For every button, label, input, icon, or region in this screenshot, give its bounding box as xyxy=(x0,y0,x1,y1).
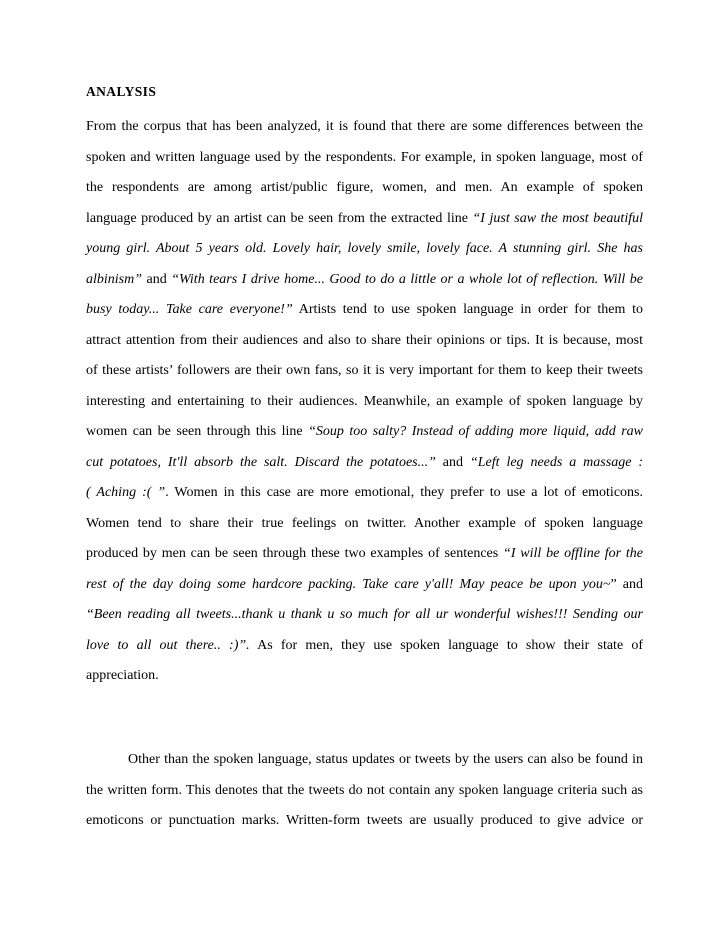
quoted-tweet-text: “Left leg needs a massage : xyxy=(469,454,643,470)
quoted-tweet-text: “With tears I drive home... Good to do a little or a whole lot of reflection. Will be xyxy=(171,271,643,287)
text-line xyxy=(86,781,643,812)
text-segment: the respondents are among artist/public figure, women, and men. An example of spoken xyxy=(86,180,643,195)
paragraph-1 xyxy=(86,117,643,697)
text-line xyxy=(86,514,643,545)
text-line xyxy=(86,331,643,362)
quoted-tweet-text: albinism” xyxy=(86,271,143,287)
text-segment: language produced by an artist can be seen from the extracted line xyxy=(86,210,473,226)
text-segment: the written form. This denotes that the tweets do not contain any spoken language criteria such as xyxy=(86,782,643,798)
text-segment: From the corpus that has been analyzed, it is found that there are some differences between the xyxy=(86,119,643,134)
quoted-tweet-text: young girl. About 5 years old. Lovely hair, lovely smile, lovely face. A stunning girl. She has xyxy=(86,241,643,256)
text-line xyxy=(86,483,643,514)
text-segment: emoticons or punctuation marks. Written-form tweets are usually produced to give advice or xyxy=(86,813,643,828)
text-segment: Artists tend to use spoken language in order for them to xyxy=(292,302,643,317)
text-segment: produced by men can be seen through these two examples of sentences xyxy=(86,546,504,561)
quoted-tweet-text: “Been reading all tweets...thank u thank u so much for all ur wonderful wishes!!! Sending our xyxy=(86,607,643,622)
text-line xyxy=(86,453,643,484)
text-line xyxy=(86,605,643,636)
text-line xyxy=(86,811,643,842)
text-line xyxy=(86,750,643,781)
quoted-tweet-text: love to all out there.. :)”. xyxy=(86,637,250,653)
quoted-tweet-text: “I will be offline for the xyxy=(503,546,644,561)
text-line xyxy=(86,422,643,453)
text-line xyxy=(86,575,643,606)
text-segment: Other than the spoken language, status updates or tweets by the users can also be found in xyxy=(128,752,643,767)
text-segment: As for men, they use spoken language to show their state of xyxy=(249,637,644,653)
text-line xyxy=(86,178,643,209)
text-line xyxy=(86,361,643,392)
text-line xyxy=(86,300,643,331)
quoted-tweet-text: busy today... Take care everyone!” xyxy=(86,302,293,317)
text-segment: . Women in this case are more emotional, they prefer to use a lot of emoticons. xyxy=(165,485,643,500)
section-heading: ANALYSIS xyxy=(86,84,157,99)
text-segment: women can be seen through this line xyxy=(86,424,309,439)
text-line xyxy=(86,636,643,667)
text-line xyxy=(86,666,643,697)
text-line xyxy=(86,544,643,575)
quoted-tweet-text: ( Aching :( ” xyxy=(86,485,166,500)
text-segment: ” and xyxy=(610,576,643,592)
text-segment: attract attention from their audiences and also to share their opinions or tips. It is because, most xyxy=(86,332,643,348)
quoted-tweet-text: cut potatoes, It'll absorb the salt. Discard the potatoes...” xyxy=(86,454,436,470)
text-line xyxy=(86,392,643,423)
paragraph-2 xyxy=(86,750,643,842)
text-line xyxy=(86,239,643,270)
text-line xyxy=(86,148,643,179)
quoted-tweet-text: “Soup too salty? Instead of adding more liquid, add raw xyxy=(308,424,643,439)
text-segment: interesting and entertaining to their audiences. Meanwhile, an example of spoken language by xyxy=(86,393,643,409)
text-line xyxy=(86,270,643,301)
text-segment: spoken and written language used by the respondents. For example, in spoken language, most of xyxy=(86,149,643,165)
text-segment: and xyxy=(435,454,470,470)
text-segment: and xyxy=(142,271,172,287)
text-segment: of these artists’ followers are their own fans, so it is very important for them to keep their tweets xyxy=(86,363,643,378)
text-segment: Women tend to share their true feelings on twitter. Another example of spoken language xyxy=(86,515,643,531)
quoted-tweet-text: “I just saw the most beautiful xyxy=(472,210,643,226)
text-line xyxy=(86,117,643,148)
quoted-tweet-text: rest of the day doing some hardcore packing. Take care y'all! May peace be upon you~ xyxy=(86,576,611,592)
text-line xyxy=(86,209,643,240)
text-segment: appreciation. xyxy=(86,668,159,683)
